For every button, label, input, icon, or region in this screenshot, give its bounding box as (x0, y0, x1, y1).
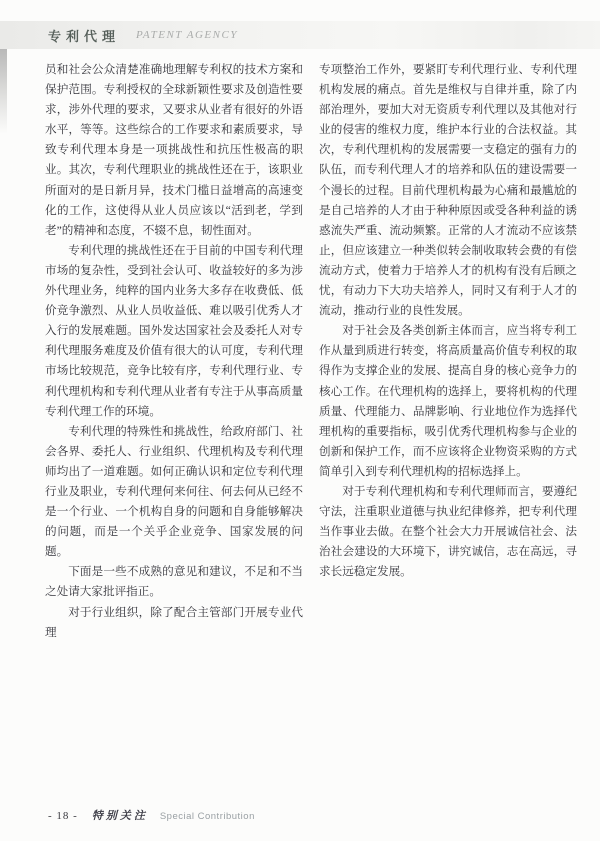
paragraph: 专利代理的特殊性和挑战性，给政府部门、社会各界、委托人、行业组织、代理机构及专利代理师均出了一道难题。如何正确认识和定位专利代理行业及职业，专利代理何来何往、何去何从已经不是一个行业、一个机构自身的问题和自身能够解决的问题，而是一个关乎企业竞争、国家发展的问题。 (45, 424, 303, 559)
header-title-en: PATENT AGENCY (136, 29, 238, 41)
footer-section-en: Special Contribution (159, 811, 255, 822)
article-body (45, 60, 577, 643)
paragraph: 对于专利代理机构和专利代理师而言，要遵纪守法，注重职业道德与执业纪律修养，把专利代理当作事业去做。在整个社会大力开展诚信社会、法治社会建设的大环境下，讲究诚信，志在高远，寻求长远稳定发展。 (319, 484, 577, 579)
paragraph: 专利代理的挑战性还在于目前的中国专利代理市场的复杂性，受到社会认可、收益较好的多为涉外代理业务，纯粹的国内业务大多存在收费低、低价竞争激烈、从业人员收益低、难以吸引优秀人才入行的发展难题。国外发达国家社会及委托人对专利代理服务难度及价值有很大的认可度，专利代理市场比较规范，竞争比较有序，专利代理行业、专利代理机构和专利代理从业者有专注于从事高质量专利代理工作的环境。 (45, 243, 303, 418)
page-footer (48, 807, 255, 823)
paragraph: 对于行业组织，除了配合主管部门开展专业代理 (45, 605, 303, 639)
paragraph: 下面是一些不成熟的意见和建议，不足和不当之处请大家批评指正。 (45, 565, 303, 599)
footer-section-cn: 特别关注 (91, 810, 148, 822)
paragraph: 专项整治工作外，要紧盯专利代理行业、专利代理机构发展的痛点。首先是维权与自律并重，除了内部治理外，要加大对无资质专利代理以及其他对行业的侵害的维权力度，维护本行业的合法权益。其次，专利代理机构的发展需要一支稳定的强有力的队伍，而专利代理人才的培养和队伍的建设需要一个漫长的过程。目前代理机构最为心痛和最尴尬的是自己培养的人才由于种种原因或受各种利益的诱惑流失严重、流动频繁。正常的人才流动不应该禁止，但应该建立一种类似转会制收取转会费的有偿流动方式，使着力于培养人才的机构有没有后顾之忧，有动力下大功夫培养人，同时又有利于人才的流动，推动行业的良性发展。 (319, 63, 577, 318)
page-number: - 18 - (48, 810, 78, 822)
column-left (45, 60, 303, 643)
paragraph: 员和社会公众清楚准确地理解专利权的技术方案和保护范围。专利授权的全球新颖性要求及创造性要求，涉外代理的要求，又要求从业者有很好的外语水平，等等。这些综合的工作要求和素质要求，导致专利代理本身是一项挑战性和抗压性极高的职业。其次，专利代理职业的挑战性还在于，该职业所面对的是日新月异，技术门槛日益增高的高速变化的工作，这使得从业人员应该以“活到老，学到老”的精神和态度，不辍不息，韧性面对。 (45, 63, 303, 237)
paragraph: 对于社会及各类创新主体而言，应当将专利工作从量到质进行转变，将高质量高价值专利权的取得作为支撑企业的发展、提高自身的核心竞争力的核心工作。在代理机构的选择上，要将机构的代理质量、代理能力、品牌影响、行业地位作为选择代理机构的重要指标，吸引优秀代理机构参与企业的创新和保护工作，而不应该将企业物资采购的方式简单引入到专利代理机构的招标选择上。 (319, 324, 577, 478)
column-right (319, 60, 577, 643)
page-header (0, 21, 600, 49)
header-title-cn: 专利代理 (48, 28, 121, 44)
